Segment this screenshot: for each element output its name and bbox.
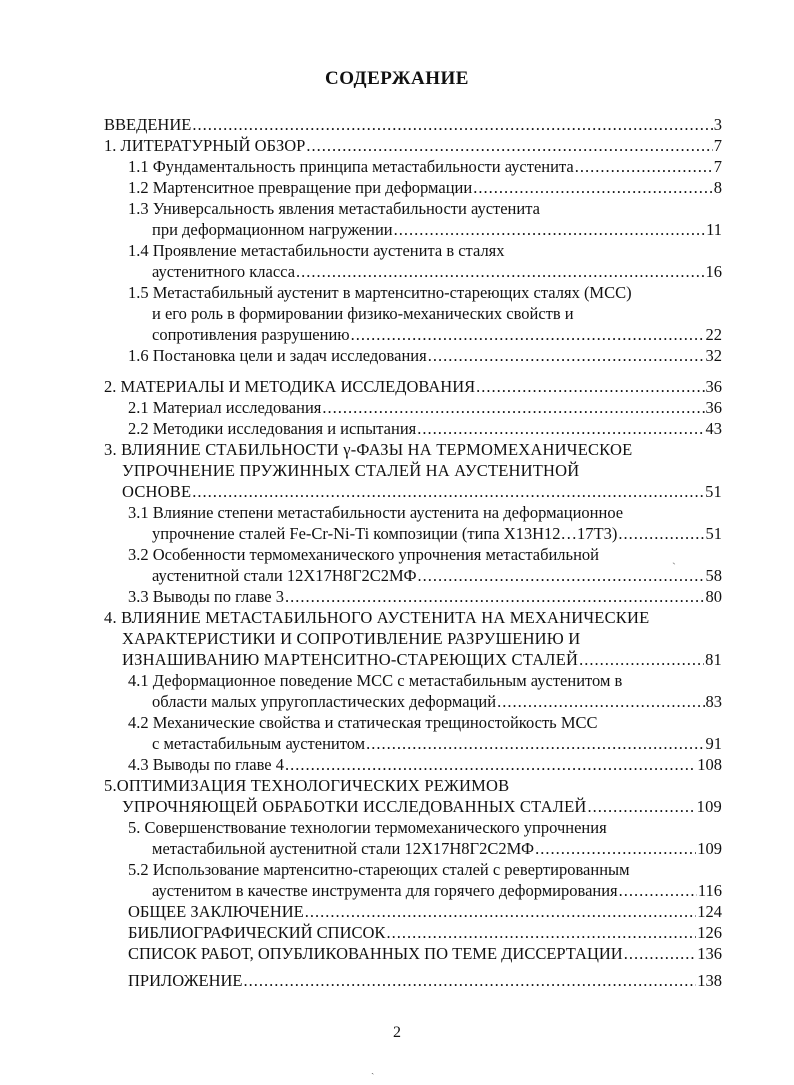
toc-entry-text: 1.6 Постановка цели и задач исследования (128, 346, 427, 365)
toc-entry-3-3 (104, 586, 722, 607)
toc-entry-text: 1.4 Проявление метастабильности аустенита в сталях (128, 241, 505, 260)
toc-leader-dots (624, 943, 697, 964)
toc-page-number: 36 (705, 377, 722, 396)
toc-leader-dots (417, 418, 704, 439)
toc-leader-dots (497, 691, 704, 712)
toc-leader-dots (386, 922, 696, 943)
toc-entry-intro (104, 114, 722, 135)
table-of-contents (104, 114, 722, 991)
toc-entry-text: при деформационном нагружении (152, 220, 393, 239)
toc-entry-text: 1.5 Метастабильный аустенит в мартенситно-стареющих сталях (МСС) (128, 283, 632, 302)
toc-entry-text: 5.2 Использование мартенситно-стареющих сталей с ревертированным (128, 860, 630, 879)
toc-entry-text: ИЗНАШИВАНИЮ МАРТЕНСИТНО-СТАРЕЮЩИХ СТАЛЕЙ (122, 650, 579, 669)
toc-entry-text: области малых упругопластических деформаций (152, 692, 497, 711)
toc-entry-text: 2.1 Материал исследования (128, 398, 322, 417)
toc-entry-ch3 (104, 439, 722, 502)
toc-leader-dots (619, 880, 697, 901)
toc-leader-dots (535, 838, 696, 859)
toc-page-number: 22 (705, 325, 722, 344)
toc-entry-ch2 (104, 376, 722, 397)
toc-entry-text: аустенитного класса (152, 262, 296, 281)
toc-page-number: 138 (697, 971, 722, 990)
toc-entry-text: метастабильной аустенитной стали 12Х17Н8Г2С2МФ (152, 839, 535, 858)
toc-entry-text: 4.2 Механические свойства и статическая трещиностойкость МСС (128, 713, 598, 732)
page-title: СОДЕРЖАНИЕ (325, 68, 469, 89)
toc-entry-text: 3.3 Выводы по главе 3 (128, 587, 284, 606)
toc-leader-dots (296, 261, 704, 282)
toc-entry-1-4 (104, 240, 722, 282)
toc-page-number: 36 (705, 398, 722, 417)
toc-entry-1-1 (104, 156, 722, 177)
toc-entry-text: 2.2 Методики исследования и испытания (128, 419, 417, 438)
toc-page-number: 51 (705, 482, 722, 501)
toc-entry-text: аустенитной стали 12Х17Н8Г2С2МФ (152, 566, 417, 585)
toc-entry-text: БИБЛИОГРАФИЧЕСКИЙ СПИСОК (128, 923, 386, 942)
toc-entry-text: 5. Совершенствование технологии термомеханического упрочнения (128, 818, 607, 837)
toc-leader-dots (575, 156, 713, 177)
toc-entry-text: аустенитом в качестве инструмента для горячего деформирования (152, 881, 618, 900)
toc-leader-dots (305, 901, 697, 922)
toc-entry-text: 3.2 Особенности термомеханического упрочнения метастабильной (128, 545, 599, 564)
toc-entry-5-2 (104, 859, 722, 901)
toc-page-number: 16 (705, 262, 722, 281)
toc-entry-3-2 (104, 544, 722, 586)
toc-leader-dots (243, 970, 696, 991)
toc-page-number: 109 (697, 839, 722, 858)
toc-entry-text: 3.1 Влияние степени метастабильности аустенита на деформационное (128, 503, 624, 522)
toc-entry-4-2 (104, 712, 722, 754)
toc-entry-5-1 (104, 817, 722, 859)
toc-entry-text: 1.1 Фундаментальность принципа метастабильности аустенита (128, 157, 574, 176)
toc-entry-text: УПРОЧНЕНИЕ ПРУЖИННЫХ СТАЛЕЙ НА АУСТЕНИТНОЙ (122, 461, 580, 480)
toc-entry-text: 2. МАТЕРИАЛЫ И МЕТОДИКА ИССЛЕДОВАНИЯ (104, 377, 476, 396)
toc-page-number: 32 (705, 346, 722, 365)
toc-entry-text: 1.3 Универсальность явления метастабильности аустенита (128, 199, 540, 218)
toc-entry-1-5 (104, 282, 722, 345)
toc-leader-dots (394, 219, 706, 240)
toc-entry-3-1 (104, 502, 722, 544)
toc-entry-conclusion (104, 901, 722, 922)
toc-entry-1-6 (104, 345, 722, 366)
toc-page-number: 124 (697, 902, 722, 921)
toc-page-number: 80 (705, 587, 722, 606)
toc-leader-dots (306, 135, 712, 156)
toc-page-number: 43 (705, 419, 722, 438)
toc-entry-text: ПРИЛОЖЕНИЕ (128, 971, 243, 990)
toc-page-number: 126 (697, 923, 722, 942)
toc-entry-text: 1.2 Мартенситное превращение при деформации (128, 178, 473, 197)
toc-leader-dots (418, 565, 705, 586)
page-number: 2 (393, 1024, 401, 1041)
toc-entry-text: 1. ЛИТЕРАТУРНЫЙ ОБЗОР (104, 136, 306, 155)
toc-leader-dots (351, 324, 705, 345)
toc-leader-dots (285, 754, 696, 775)
toc-entry-1-3 (104, 198, 722, 240)
toc-entry-text: упрочнение сталей Fe-Cr-Ni-Ti композиции (типа Х13Н12…17Т3) (152, 524, 618, 543)
toc-entry-bibliography (104, 922, 722, 943)
toc-entry-ch1 (104, 135, 722, 156)
toc-entry-text: СПИСОК РАБОТ, ОПУБЛИКОВАННЫХ ПО ТЕМЕ ДИССЕРТАЦИИ (128, 944, 623, 963)
toc-page-number: 11 (706, 220, 722, 239)
toc-entry-text: сопротивления разрушению (152, 325, 350, 344)
toc-leader-dots (476, 376, 704, 397)
toc-leader-dots (285, 586, 705, 607)
toc-entry-text: ХАРАКТЕРИСТИКИ И СОПРОТИВЛЕНИЕ РАЗРУШЕНИЮ И (122, 629, 581, 648)
toc-page-number: 58 (705, 566, 722, 585)
toc-entry-text: и его роль в формировании физико-механических свойств и (152, 304, 574, 323)
toc-page-number: 7 (713, 157, 722, 176)
toc-entry-text: ВВЕДЕНИЕ (104, 115, 192, 134)
toc-entry-text: 4.1 Деформационное поведение МСС с метастабильным аустенитом в (128, 671, 623, 690)
toc-entry-text: 5.ОПТИМИЗАЦИЯ ТЕХНОЛОГИЧЕСКИХ РЕЖИМОВ (104, 776, 510, 795)
toc-page-number: 3 (713, 115, 722, 134)
toc-page-number: 83 (705, 692, 722, 711)
toc-leader-dots (192, 114, 712, 135)
toc-leader-dots (322, 397, 704, 418)
toc-page-number: 91 (705, 734, 722, 753)
toc-page-number: 116 (697, 881, 722, 900)
toc-entry-ch4 (104, 607, 722, 670)
toc-entry-1-2 (104, 177, 722, 198)
toc-leader-dots (366, 733, 704, 754)
scan-speck: ˏ (371, 1064, 375, 1075)
toc-entry-2-2 (104, 418, 722, 439)
toc-page-number: 8 (713, 178, 722, 197)
toc-page-number: 51 (705, 524, 722, 543)
scan-speck: ˎ (672, 551, 676, 565)
toc-entry-4-3 (104, 754, 722, 775)
toc-leader-dots (192, 481, 704, 502)
toc-entry-text: УПРОЧНЯЮЩЕЙ ОБРАБОТКИ ИССЛЕДОВАННЫХ СТАЛЕЙ (122, 797, 587, 816)
toc-entry-publications (104, 943, 722, 964)
toc-page-number: 136 (697, 944, 722, 963)
toc-entry-text: 4. ВЛИЯНИЕ МЕТАСТАБИЛЬНОГО АУСТЕНИТА НА МЕХАНИЧЕСКИЕ (104, 608, 650, 627)
toc-entry-ch5 (104, 775, 722, 817)
toc-leader-dots (618, 523, 704, 544)
toc-page-number: 81 (705, 650, 722, 669)
toc-page-number: 108 (697, 755, 722, 774)
toc-entry-text: ОСНОВЕ (122, 482, 192, 501)
toc-page-number: 7 (713, 136, 722, 155)
toc-entry-text: с метастабильным аустенитом (152, 734, 366, 753)
toc-page-number: 109 (696, 797, 722, 816)
toc-entry-text: ОБЩЕЕ ЗАКЛЮЧЕНИЕ (128, 902, 304, 921)
toc-entry-4-1 (104, 670, 722, 712)
toc-leader-dots (473, 177, 713, 198)
toc-leader-dots (588, 796, 696, 817)
toc-entry-appendix (104, 970, 722, 991)
toc-entry-2-1 (104, 397, 722, 418)
toc-leader-dots (428, 345, 705, 366)
toc-entry-text: 4.3 Выводы по главе 4 (128, 755, 284, 774)
toc-leader-dots (579, 649, 704, 670)
toc-entry-text: 3. ВЛИЯНИЕ СТАБИЛЬНОСТИ γ-ФАЗЫ НА ТЕРМОМЕХАНИЧЕСКОЕ (104, 440, 633, 459)
